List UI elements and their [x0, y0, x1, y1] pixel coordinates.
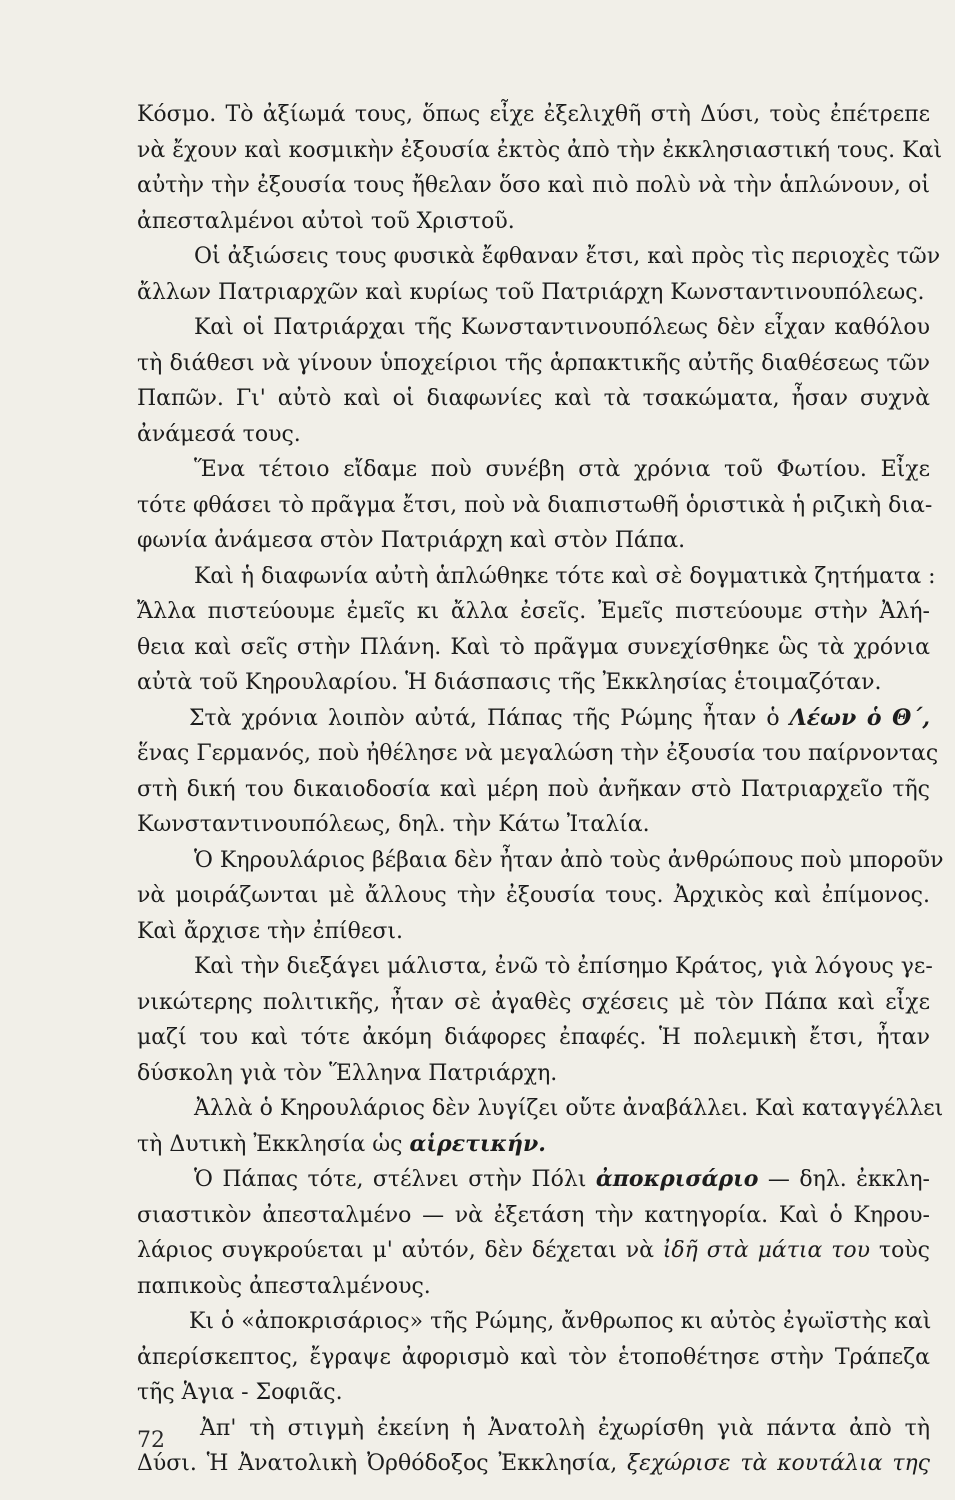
text-line: στὴ δική του δικαιοδοσία καὶ μέρη ποὺ ἀνῆκαν στὸ Πατριαρχεῖο τῆς	[137, 776, 930, 802]
emphasis-name-tail: ὁ Θ΄,	[856, 704, 930, 731]
text-line: τότε φθάσει τὸ πρᾶγμα ἔτσι, ποὺ νὰ διαπιστωθῆ ὁριστικὰ ἡ ριζικὴ δια-	[137, 492, 933, 518]
text-line: ἀπεσταλμένοι αὐτοὶ τοῦ Χριστοῦ.	[137, 208, 515, 234]
text-line: φωνία ἀνάμεσα στὸν Πατριάρχη καὶ στὸν Πάπα.	[137, 528, 686, 553]
text-line: Κόσμο. Τὸ ἀξίωμά τους, ὅπως εἶχε ἐξελιχθῆ στὴ Δύσι, τοὺς ἐπέτρεπε	[137, 102, 930, 127]
text-line: Ἀπ' τὴ στιγμὴ ἐκείνη ἡ Ἀνατολὴ ἐχωρίσθη γιὰ πάντα ἀπὸ τὴ	[200, 1415, 930, 1441]
text-line: Ὁ Κηρουλάριος βέβαια δὲν ἦταν ἀπὸ τοὺς ἀνθρώπους ποὺ μποροῦν	[194, 847, 944, 873]
text-line: Ἕνα τέτοιο εἴδαμε ποὺ συνέβη στὰ χρόνια τοῦ Φωτίου. Εἶχε	[194, 457, 930, 482]
text-line: θεια καὶ σεῖς στὴν Πλάνη. Καὶ τὸ πρᾶγμα συνεχίσθηκε ὣς τὰ χρόνια	[137, 634, 930, 660]
text-line: σιαστικὸν ἀπεσταλμένο — νὰ ἐξετάση τὴν κατηγορία. Καὶ ὁ Κηρου-	[137, 1202, 930, 1228]
emphasis-name: Λέων	[789, 704, 857, 731]
text-line: ἄλλων Πατριαρχῶν καὶ κυρίως τοῦ Πατριάρχη Κωνσταντινουπόλεως.	[137, 279, 925, 305]
text-line: τῆς Ἁγια - Σοφιᾶς.	[137, 1380, 343, 1405]
emphasis-term: ἀποκρισάριο	[595, 1166, 759, 1192]
emphasis-term: αἱρετικήν.	[409, 1130, 546, 1157]
line-text: Δύσι. Ἡ Ἀνατολικὴ Ὀρθόδοξος Ἐκκλησία,	[137, 1451, 618, 1476]
text-line: Καὶ τὴν διεξάγει μάλιστα, ἐνῶ τὸ ἐπίσημο Κράτος, γιὰ λόγους γε-	[194, 954, 933, 979]
text-line: μαζί του καὶ τότε ἀκόμη διάφορες ἐπαφές. Ἡ πολεμικὴ ἔτσι, ἦταν	[137, 1025, 930, 1050]
text-line: Παπῶν. Γι' αὐτὸ καὶ οἱ διαφωνίες καὶ τὰ τσακώματα, ἦσαν συχνὰ	[137, 386, 930, 411]
text-line	[137, 1233, 930, 1269]
emphasis-phrase: ἰδῆ	[662, 1238, 698, 1263]
text-line: δύσκολη γιὰ τὸν Ἕλληνα Πατριάρχη.	[137, 1060, 558, 1086]
text-line: ἕνας Γερμανός, ποὺ ἠθέλησε νὰ μεγαλώση τὴν ἐξουσία του παίρνοντας	[137, 741, 939, 766]
line-text: Ὁ Πάπας τότε, στέλνει στὴν Πόλι	[194, 1167, 587, 1192]
text-line: Καὶ ἄρχισε τὴν ἐπίθεσι.	[137, 918, 403, 944]
text-line: Ἄλλα πιστεύουμε ἐμεῖς κι ἄλλα ἐσεῖς. Ἐμεῖς πιστεύουμε στὴν Ἀλή-	[137, 599, 930, 624]
text-line: Ἀλλὰ ὁ Κηρουλάριος δὲν λυγίζει οὔτε ἀναβάλλει. Καὶ καταγγέλλει	[194, 1096, 944, 1121]
text-line: ἀπερίσκεπτος, ἔγραψε ἀφορισμὸ καὶ τὸν ἑτοποθέτησε στὴν Τράπεζα	[137, 1344, 930, 1370]
text-line: Καὶ οἱ Πατριάρχαι τῆς Κωνσταντινουπόλεως δὲν εἶχαν καθόλου	[194, 315, 930, 340]
line-tail: — δηλ. ἐκκλη-	[758, 1167, 930, 1192]
text-line	[137, 1162, 930, 1198]
body-text	[137, 97, 944, 1482]
emphasis-phrase: ξεχώρισε τὰ κουτάλια της	[627, 1451, 930, 1476]
text-line: παπικοὺς ἀπεσταλμένους.	[137, 1273, 431, 1299]
text-line: Κι ὁ «ἀποκρισάριος» τῆς Ρώμης, ἄνθρωπος κι αὐτὸς ἐγωϊστὴς καὶ	[189, 1309, 932, 1334]
line-text: τὴ Δυτικὴ Ἐκκλησία ὡς	[137, 1131, 403, 1157]
page-number: 72	[137, 1428, 165, 1453]
text-line: τὴ διάθεσι νὰ γίνουν ὑποχείριοι τῆς ἁρπακτικῆς αὐτῆς διαθέσεως τῶν	[137, 350, 930, 376]
line-text: Στὰ χρόνια λοιπὸν αὐτά, Πάπας τῆς Ρώμης ἦταν ὁ	[189, 705, 780, 731]
text-line: αὐτὴν τὴν ἐξουσία τους ἤθελαν ὅσο καὶ πιὸ πολὺ νὰ τὴν ἁπλώνουν, οἱ	[137, 173, 930, 198]
line-tail: τοὺς	[870, 1238, 931, 1263]
text-line: νικώτερης πολιτικῆς, ἦταν σὲ ἀγαθὲς σχέσεις μὲ τὸν Πάπα καὶ εἶχε	[137, 989, 930, 1015]
text-line	[137, 1127, 930, 1163]
line-text: λάριος συγκρούεται μ' αὐτόν, δὲν δέχεται νὰ	[137, 1238, 654, 1263]
text-line	[137, 701, 930, 737]
text-line: Οἱ ἀξιώσεις τους φυσικὰ ἔφθαναν ἔτσι, καὶ πρὸς τὶς περιοχὲς τῶν	[194, 244, 941, 269]
text-line: νὰ ἔχουν καὶ κοσμικὴν ἐξουσία ἐκτὸς ἀπὸ τὴν ἐκκλησιαστική τους. Καὶ	[137, 137, 943, 163]
emphasis-phrase-tail: στὰ μάτια του	[697, 1238, 871, 1263]
text-line	[137, 1446, 930, 1482]
text-line: Καὶ ἡ διαφωνία αὐτὴ ἁπλώθηκε τότε καὶ σὲ δογματικὰ ζητήματα :	[194, 563, 936, 589]
text-line: αὐτὰ τοῦ Κηρουλαρίου. Ἡ διάσπασις τῆς Ἐκκλησίας ἑτοιμαζόταν.	[137, 670, 882, 695]
text-line: νὰ μοιράζωνται μὲ ἄλλους τὴν ἐξουσία τους. Ἀρχικὸς καὶ ἐπίμονος.	[137, 883, 930, 908]
text-line: Κωνσταντινουπόλεως, δηλ. τὴν Κάτω Ἰταλία.	[137, 812, 650, 837]
text-line: ἀνάμεσά τους.	[137, 421, 301, 447]
